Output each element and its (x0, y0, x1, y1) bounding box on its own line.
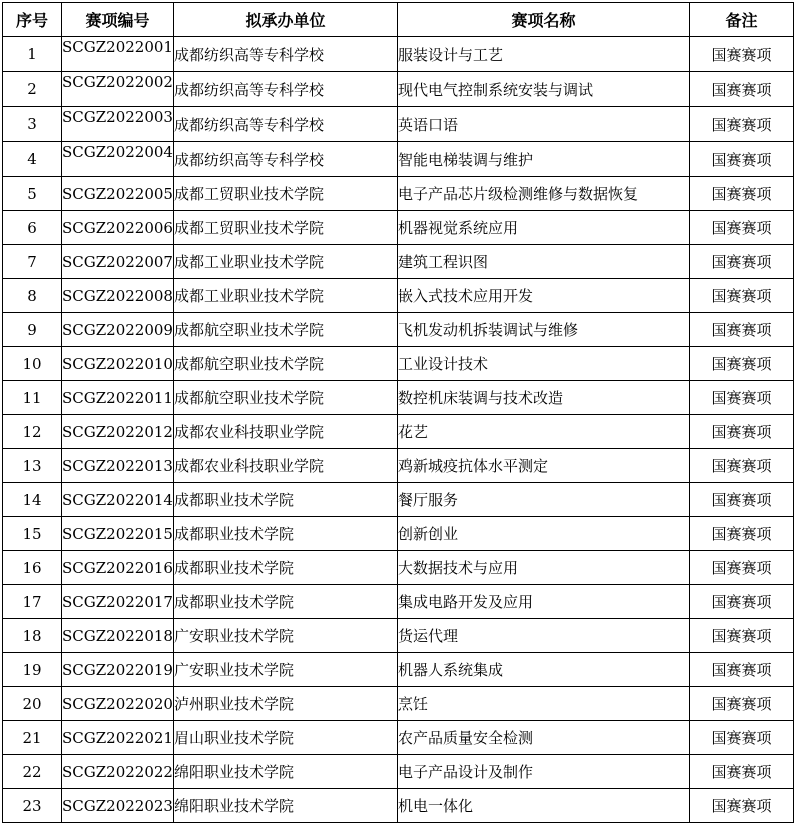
code-cell: SCGZ2022009 (62, 313, 174, 347)
remark-cell: 国赛赛项 (689, 551, 793, 585)
code-cell: SCGZ2022003 (62, 107, 174, 142)
serial-cell: 11 (3, 381, 62, 415)
table-row (3, 789, 794, 823)
remark-cell: 国赛赛项 (689, 107, 793, 142)
host-unit-cell: 成都工业职业技术学院 (173, 245, 397, 279)
header-remark: 备注 (689, 3, 793, 37)
remark-cell: 国赛赛项 (689, 37, 793, 72)
event-name-cell: 大数据技术与应用 (397, 551, 689, 585)
remark-cell: 国赛赛项 (689, 789, 793, 823)
table-row (3, 755, 794, 789)
event-name-cell: 集成电路开发及应用 (397, 585, 689, 619)
table-row (3, 415, 794, 449)
table-row (3, 449, 794, 483)
serial-cell: 9 (3, 313, 62, 347)
remark-cell: 国赛赛项 (689, 313, 793, 347)
event-name-cell: 货运代理 (397, 619, 689, 653)
header-host-unit: 拟承办单位 (173, 3, 397, 37)
event-name-cell: 建筑工程识图 (397, 245, 689, 279)
remark-cell: 国赛赛项 (689, 177, 793, 211)
host-unit-cell: 广安职业技术学院 (173, 653, 397, 687)
serial-cell: 14 (3, 483, 62, 517)
host-unit-cell: 成都航空职业技术学院 (173, 381, 397, 415)
table-row (3, 721, 794, 755)
code-cell: SCGZ2022002 (62, 72, 174, 107)
table-row (3, 37, 794, 72)
host-unit-cell: 成都工业职业技术学院 (173, 279, 397, 313)
table-row (3, 142, 794, 177)
table-row (3, 347, 794, 381)
code-cell: SCGZ2022013 (62, 449, 174, 483)
serial-cell: 18 (3, 619, 62, 653)
remark-cell: 国赛赛项 (689, 381, 793, 415)
event-name-cell: 英语口语 (397, 107, 689, 142)
remark-cell: 国赛赛项 (689, 142, 793, 177)
host-unit-cell: 成都农业科技职业学院 (173, 415, 397, 449)
table-row (3, 245, 794, 279)
header-serial: 序号 (3, 3, 62, 37)
remark-cell: 国赛赛项 (689, 449, 793, 483)
remark-cell: 国赛赛项 (689, 755, 793, 789)
table-row (3, 687, 794, 721)
event-name-cell: 鸡新城疫抗体水平测定 (397, 449, 689, 483)
code-cell: SCGZ2022008 (62, 279, 174, 313)
host-unit-cell: 成都纺织高等专科学校 (173, 142, 397, 177)
event-name-cell: 电子产品设计及制作 (397, 755, 689, 789)
remark-cell: 国赛赛项 (689, 517, 793, 551)
host-unit-cell: 成都纺织高等专科学校 (173, 37, 397, 72)
serial-cell: 22 (3, 755, 62, 789)
code-cell: SCGZ2022016 (62, 551, 174, 585)
serial-cell: 2 (3, 72, 62, 107)
code-cell: SCGZ2022004 (62, 142, 174, 177)
host-unit-cell: 成都职业技术学院 (173, 483, 397, 517)
host-unit-cell: 成都职业技术学院 (173, 585, 397, 619)
table-row (3, 517, 794, 551)
event-name-cell: 机器人系统集成 (397, 653, 689, 687)
competition-table (2, 2, 794, 823)
host-unit-cell: 成都纺织高等专科学校 (173, 107, 397, 142)
event-name-cell: 工业设计技术 (397, 347, 689, 381)
host-unit-cell: 成都工贸职业技术学院 (173, 177, 397, 211)
host-unit-cell: 眉山职业技术学院 (173, 721, 397, 755)
remark-cell: 国赛赛项 (689, 72, 793, 107)
serial-cell: 4 (3, 142, 62, 177)
host-unit-cell: 泸州职业技术学院 (173, 687, 397, 721)
event-name-cell: 创新创业 (397, 517, 689, 551)
remark-cell: 国赛赛项 (689, 687, 793, 721)
code-cell: SCGZ2022015 (62, 517, 174, 551)
table-row (3, 72, 794, 107)
host-unit-cell: 绵阳职业技术学院 (173, 755, 397, 789)
remark-cell: 国赛赛项 (689, 721, 793, 755)
serial-cell: 19 (3, 653, 62, 687)
header-code: 赛项编号 (62, 3, 174, 37)
table-row (3, 551, 794, 585)
table-row (3, 585, 794, 619)
remark-cell: 国赛赛项 (689, 415, 793, 449)
serial-cell: 17 (3, 585, 62, 619)
code-cell: SCGZ2022014 (62, 483, 174, 517)
serial-cell: 1 (3, 37, 62, 72)
code-cell: SCGZ2022011 (62, 381, 174, 415)
table-row (3, 211, 794, 245)
serial-cell: 13 (3, 449, 62, 483)
code-cell: SCGZ2022007 (62, 245, 174, 279)
serial-cell: 23 (3, 789, 62, 823)
event-name-cell: 数控机床装调与技术改造 (397, 381, 689, 415)
host-unit-cell: 成都职业技术学院 (173, 551, 397, 585)
event-name-cell: 电子产品芯片级检测维修与数据恢复 (397, 177, 689, 211)
serial-cell: 16 (3, 551, 62, 585)
table-row (3, 483, 794, 517)
serial-cell: 5 (3, 177, 62, 211)
host-unit-cell: 绵阳职业技术学院 (173, 789, 397, 823)
header-row (3, 3, 794, 37)
code-cell: SCGZ2022023 (62, 789, 174, 823)
event-name-cell: 嵌入式技术应用开发 (397, 279, 689, 313)
code-cell: SCGZ2022018 (62, 619, 174, 653)
serial-cell: 20 (3, 687, 62, 721)
header-event-name: 赛项名称 (397, 3, 689, 37)
serial-cell: 3 (3, 107, 62, 142)
code-cell: SCGZ2022022 (62, 755, 174, 789)
table-row (3, 619, 794, 653)
host-unit-cell: 成都航空职业技术学院 (173, 313, 397, 347)
serial-cell: 15 (3, 517, 62, 551)
host-unit-cell: 成都航空职业技术学院 (173, 347, 397, 381)
host-unit-cell: 成都农业科技职业学院 (173, 449, 397, 483)
serial-cell: 21 (3, 721, 62, 755)
table-row (3, 279, 794, 313)
serial-cell: 10 (3, 347, 62, 381)
code-cell: SCGZ2022005 (62, 177, 174, 211)
serial-cell: 6 (3, 211, 62, 245)
table-row (3, 313, 794, 347)
code-cell: SCGZ2022017 (62, 585, 174, 619)
host-unit-cell: 成都工贸职业技术学院 (173, 211, 397, 245)
remark-cell: 国赛赛项 (689, 585, 793, 619)
code-cell: SCGZ2022001 (62, 37, 174, 72)
event-name-cell: 机器视觉系统应用 (397, 211, 689, 245)
code-cell: SCGZ2022021 (62, 721, 174, 755)
remark-cell: 国赛赛项 (689, 653, 793, 687)
event-name-cell: 烹饪 (397, 687, 689, 721)
event-name-cell: 现代电气控制系统安装与调试 (397, 72, 689, 107)
remark-cell: 国赛赛项 (689, 245, 793, 279)
event-name-cell: 花艺 (397, 415, 689, 449)
remark-cell: 国赛赛项 (689, 279, 793, 313)
serial-cell: 8 (3, 279, 62, 313)
remark-cell: 国赛赛项 (689, 211, 793, 245)
code-cell: SCGZ2022006 (62, 211, 174, 245)
serial-cell: 7 (3, 245, 62, 279)
event-name-cell: 飞机发动机拆装调试与维修 (397, 313, 689, 347)
table-row (3, 381, 794, 415)
event-name-cell: 农产品质量安全检测 (397, 721, 689, 755)
remark-cell: 国赛赛项 (689, 483, 793, 517)
code-cell: SCGZ2022019 (62, 653, 174, 687)
table-body (3, 37, 794, 823)
code-cell: SCGZ2022012 (62, 415, 174, 449)
table-row (3, 177, 794, 211)
host-unit-cell: 成都职业技术学院 (173, 517, 397, 551)
table-row (3, 653, 794, 687)
event-name-cell: 智能电梯装调与维护 (397, 142, 689, 177)
event-name-cell: 机电一体化 (397, 789, 689, 823)
table-row (3, 107, 794, 142)
code-cell: SCGZ2022020 (62, 687, 174, 721)
table-header (3, 3, 794, 37)
code-cell: SCGZ2022010 (62, 347, 174, 381)
serial-cell: 12 (3, 415, 62, 449)
event-name-cell: 服装设计与工艺 (397, 37, 689, 72)
host-unit-cell: 广安职业技术学院 (173, 619, 397, 653)
remark-cell: 国赛赛项 (689, 347, 793, 381)
host-unit-cell: 成都纺织高等专科学校 (173, 72, 397, 107)
event-name-cell: 餐厅服务 (397, 483, 689, 517)
remark-cell: 国赛赛项 (689, 619, 793, 653)
